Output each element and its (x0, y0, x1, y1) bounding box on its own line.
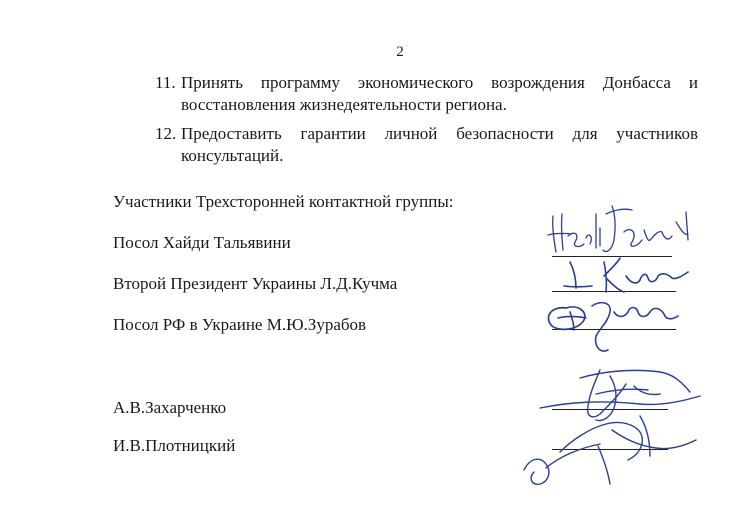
participants-heading: Участники Трехсторонней контактной группы: (113, 192, 454, 211)
signatory-zurabov: Посол РФ в Украине М.Ю.Зурабов (113, 315, 367, 334)
item-number: 11. (155, 73, 176, 92)
signature-plotnitsky (524, 416, 696, 484)
signature-tagliavini (548, 206, 688, 252)
signatory-tagliavini: Посол Хайди Тальявини (113, 233, 291, 252)
signatory-kuchma: Второй Президент Украины Л.Д.Кучма (113, 274, 398, 293)
item-text: Предоставить гарантии личной безопасности для участников консультаций. (181, 124, 698, 165)
signature-kuchma (564, 258, 688, 292)
page-number: 2 (396, 44, 404, 60)
signatory-zakharchenko: А.В.Захарченко (113, 398, 227, 417)
signatory-plotnitsky: И.В.Плотницкий (113, 436, 236, 455)
item-number: 12. (155, 124, 177, 143)
signature-zakharchenko (540, 370, 700, 421)
item-text: Принять программу экономического возрождения Донбасса и восстановления жизнедеятельности региона. (181, 73, 698, 114)
signature-zurabov (548, 303, 678, 351)
